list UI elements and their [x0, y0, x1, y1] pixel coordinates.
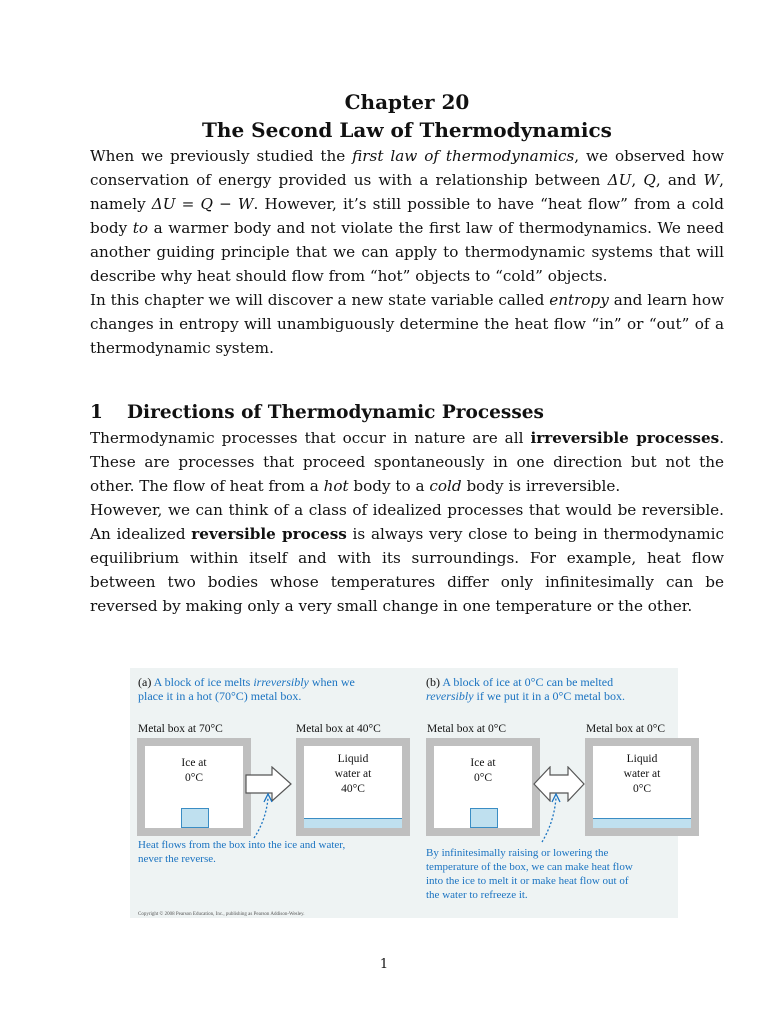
content-line: 0°C: [473, 772, 493, 784]
caption-emphasis: reversibly: [426, 689, 474, 703]
section-title: Directions of Thermodynamic Processes: [127, 402, 544, 423]
caption-emphasis: irreversibly: [253, 675, 309, 689]
note-line: into the ice to melt it or make heat flow out of: [426, 875, 629, 887]
figure-a-note: [138, 838, 408, 866]
content-line: 0°C: [184, 772, 204, 784]
text: a warmer body and not violate the first law of thermodynamics. We need another guiding principle that we can apply to thermodynamic systems that will describe why heat should flow from “hot” objects to “cold” objects.: [90, 219, 724, 285]
text: . However, it’s still possible to have “heat flow” from a cold body: [90, 195, 724, 237]
emphasis: hot: [323, 477, 349, 495]
page-number: 1: [379, 957, 389, 972]
box-label-a1: Metal box at 70°C: [138, 723, 223, 735]
ice-block: [181, 808, 209, 828]
content-line: water at: [334, 768, 372, 780]
text: body is irreversible.: [461, 477, 621, 495]
figure-a-label: (a): [138, 675, 152, 689]
text: , namely: [90, 171, 724, 213]
box-content: [304, 752, 402, 797]
water-layer: [593, 818, 691, 828]
caption-text: if we put it in a 0°C metal box.: [473, 689, 625, 703]
content-line: Ice at: [181, 757, 207, 769]
content-line: Liquid: [626, 753, 658, 765]
content-line: Ice at: [470, 757, 496, 769]
intro-paragraph-2: [90, 288, 724, 360]
section-paragraph-1: [90, 426, 724, 498]
section-heading: [90, 400, 724, 426]
content-line: water at: [623, 768, 661, 780]
content-line: 0°C: [632, 783, 652, 795]
emphasis: entropy: [549, 291, 609, 309]
text: In this chapter we will discover a new state variable called: [90, 291, 550, 309]
emphasis: first law of thermodynamics: [352, 147, 575, 165]
metal-box-40c: [296, 738, 410, 836]
text: . These are processes that proceed spontaneously in one direction but not the other. The flow of heat from a: [90, 429, 725, 495]
note-line: never the reverse.: [138, 853, 216, 865]
copyright-notice: Copyright © 2008 Pearson Education, Inc., publishing as Pearson Addison-Wesley.: [138, 912, 305, 917]
box-label-a2: Metal box at 40°C: [296, 723, 381, 735]
page-body: [90, 0, 724, 618]
text: , and: [655, 171, 704, 189]
box-content: [593, 752, 691, 797]
figure-a-caption: [138, 675, 398, 703]
text: , we observed how conservation of energy provided us with a relationship between: [90, 147, 724, 189]
dotted-pointer-arrow-icon: [248, 792, 278, 840]
figure-b-note: [426, 846, 678, 902]
caption-text: place it in a hot (70°C) metal box.: [138, 689, 302, 703]
content-line: Liquid: [337, 753, 369, 765]
bold-term: irreversible processes: [530, 429, 720, 447]
caption-text: A block of ice melts: [151, 675, 254, 689]
emphasis: to: [132, 219, 149, 237]
ice-block: [470, 808, 498, 828]
intro-paragraph-1: [90, 144, 724, 288]
note-line: the water to refreeze it.: [426, 889, 528, 901]
box-label-b1: Metal box at 0°C: [427, 723, 507, 735]
content-line: 40°C: [341, 783, 365, 795]
math-w: W: [703, 171, 720, 189]
metal-box-0c-ice: [426, 738, 540, 836]
text: and learn how changes in entropy will unambiguously determine the heat flow “in” or “out” of a thermodynamic system.: [90, 291, 724, 357]
text: When we previously studied the: [90, 147, 353, 165]
math-delta-u: ΔU: [607, 171, 632, 189]
metal-box-0c-water: [585, 738, 699, 836]
note-line: By infinitesimally raising or lowering the: [426, 847, 609, 859]
text: is always very close to being in thermodynamic equilibrium within itself and with its surroundings. For example, heat flow between two bodies whose temperatures differ only infinitesimally can be reversed by making only a very small change in one temperature or the other.: [90, 525, 724, 615]
emphasis: cold: [429, 477, 462, 495]
math-first-law: ΔU = Q − W: [151, 195, 254, 213]
box-content: [434, 756, 532, 786]
bold-term: reversible process: [191, 525, 347, 543]
caption-text: A block of ice at 0°C can be melted: [440, 675, 614, 689]
chapter-number: Chapter 20: [344, 90, 470, 114]
box-label-b2: Metal box at 0°C: [586, 723, 666, 735]
dotted-pointer-arrow-icon: [536, 792, 566, 844]
text: Thermodynamic processes that occur in nature are all: [90, 429, 531, 447]
figure-b-caption: [426, 675, 676, 703]
box-content: [145, 756, 243, 786]
chapter-title: The Second Law of Thermodynamics: [202, 118, 612, 142]
caption-text: when we: [308, 675, 355, 689]
note-line: temperature of the box, we can make heat flow: [426, 861, 633, 873]
section-number: 1: [90, 402, 103, 423]
figure-b-label: (b): [426, 675, 440, 689]
metal-box-70c: [137, 738, 251, 836]
note-line: Heat flows from the box into the ice and water,: [138, 839, 346, 851]
water-layer: [304, 818, 402, 828]
math-q: Q: [643, 171, 656, 189]
section-paragraph-2: [90, 498, 724, 618]
text: body to a: [348, 477, 430, 495]
text: ,: [631, 171, 644, 189]
text: However, we can think of a class of idealized processes that would be reversible. An idealized: [90, 501, 724, 543]
ice-melting-figure: [130, 668, 678, 918]
